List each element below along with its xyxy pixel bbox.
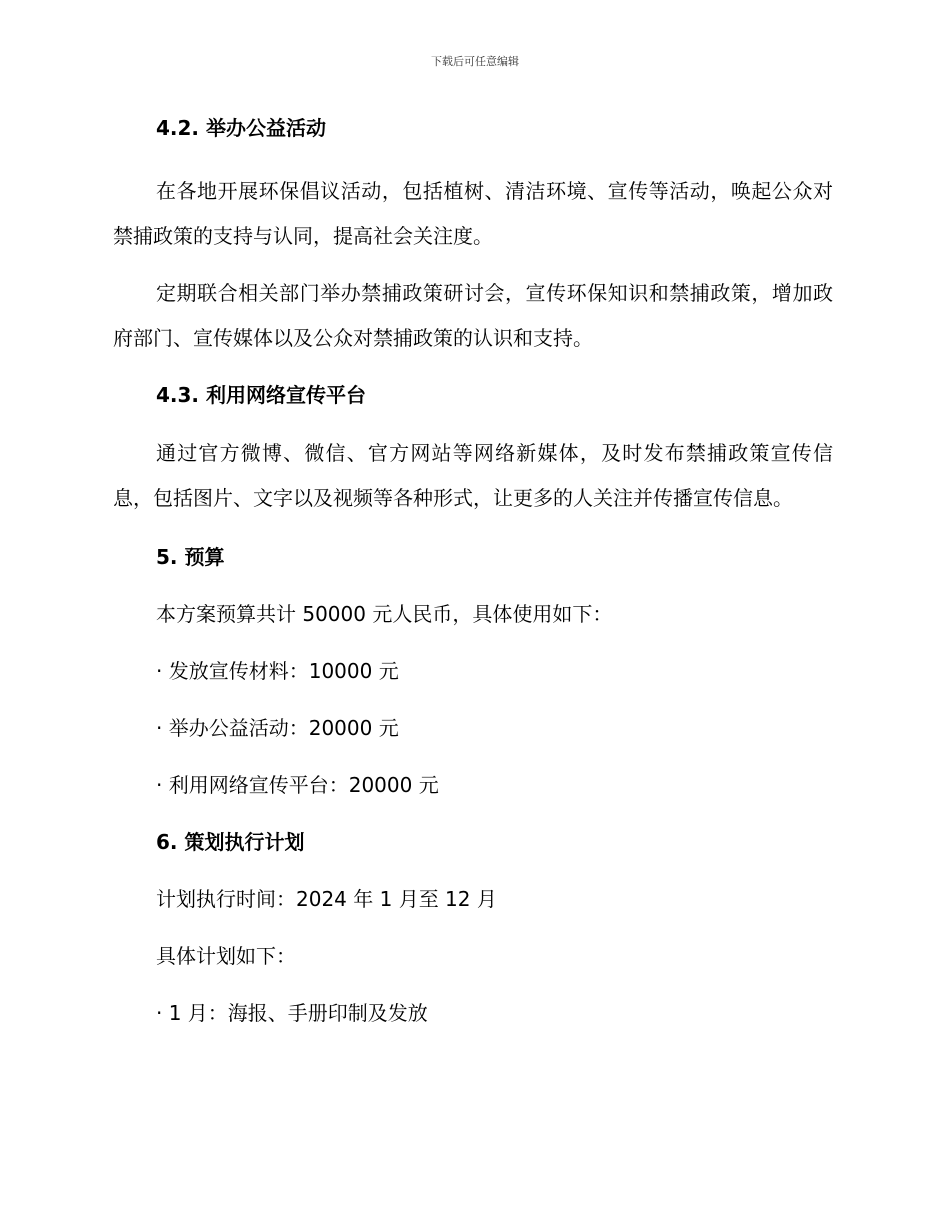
section-heading-4-2: 4.2. 举办公益活动 [156, 116, 326, 140]
page-header: 下载后可任意编辑 [431, 55, 519, 68]
section-heading-6: 6. 策划执行计划 [156, 830, 305, 854]
document-body [113, 112, 833, 1029]
section-heading-5: 5. 预算 [156, 545, 225, 569]
budget-intro: 本方案预算共计 50000 元人民币，具体使用如下： [156, 602, 613, 626]
plan-item: · 1 月：海报、手册印制及发放 [156, 1001, 428, 1025]
budget-item: · 利用网络宣传平台：20000 元 [156, 773, 439, 797]
budget-item: · 发放宣传材料：10000 元 [156, 659, 399, 683]
paragraph-4-2-1: 在各地开展环保倡议活动，包括植树、清洁环境、宣传等活动，唤起公众对禁捕政策的支持与认同，提高社会关注度。 [113, 179, 833, 248]
budget-item: · 举办公益活动：20000 元 [156, 716, 399, 740]
plan-intro: 具体计划如下： [156, 944, 296, 968]
plan-time: 计划执行时间：2024 年 1 月至 12 月 [156, 887, 497, 911]
paragraph-4-2-2: 定期联合相关部门举办禁捕政策研讨会，宣传环保知识和禁捕政策，增加政府部门、宣传媒体以及公众对禁捕政策的认识和支持。 [113, 281, 833, 350]
paragraph-4-3-1: 通过官方微博、微信、官方网站等网络新媒体，及时发布禁捕政策宣传信息，包括图片、文字以及视频等各种形式，让更多的人关注并传播宣传信息。 [113, 441, 833, 510]
section-heading-4-3: 4.3. 利用网络宣传平台 [156, 383, 366, 407]
